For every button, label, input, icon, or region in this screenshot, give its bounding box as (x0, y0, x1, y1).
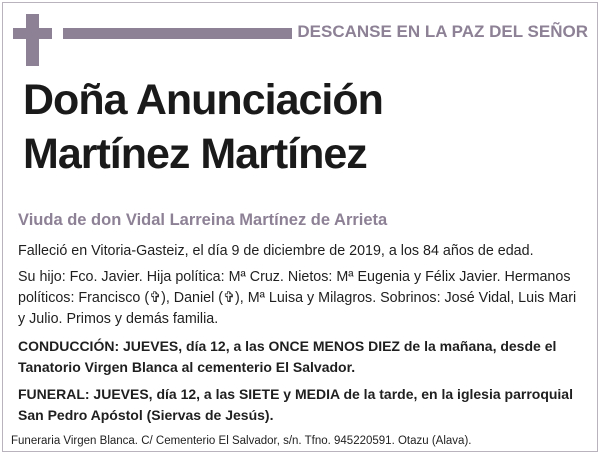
latin-cross-icon (13, 14, 52, 66)
deceased-name-line1: Doña Anunciación (23, 76, 383, 124)
deceased-name (23, 73, 583, 181)
funeral-home-footer: Funeraria Virgen Blanca. C/ Cementerio El Salvador, s/n. Tfno. 945220591. Otazu (Alava). (11, 435, 472, 447)
header-divider-bar (63, 28, 292, 39)
death-notice-paragraph: Falleció en Vitoria-Gasteiz, el día 9 de diciembre de 2019, a los 84 años de edad. (18, 243, 534, 259)
family-paragraph: Su hijo: Fco. Javier. Hija política: Mª Cruz. Nietos: Mª Eugenia y Félix Javier. Hermanos políticos: Francisco (✞), Daniel (✞), Mª Luisa y Milagros. Sobrinos: José Vidal, Luis Mari y Julio. Primos y demás familia. (18, 269, 577, 327)
widow-subtitle: Viuda de don Vidal Larreina Martínez de Arrieta (18, 211, 388, 229)
funeral-paragraph: FUNERAL: JUEVES, día 12, a las SIETE y MEDIA de la tarde, en la iglesia parroquial San Pedro Apóstol (Siervas de Jesús). (18, 386, 573, 423)
obituary-card (2, 2, 598, 452)
header-title: DESCANSE EN LA PAZ DEL SEÑOR (297, 22, 588, 41)
conduccion-paragraph: CONDUCCIÓN: JUEVES, día 12, a las ONCE MENOS DIEZ de la mañana, desde el Tanatorio Virgen Blanca al cementerio El Salvador. (18, 338, 557, 375)
deceased-name-line2: Martínez Martínez (23, 130, 367, 178)
